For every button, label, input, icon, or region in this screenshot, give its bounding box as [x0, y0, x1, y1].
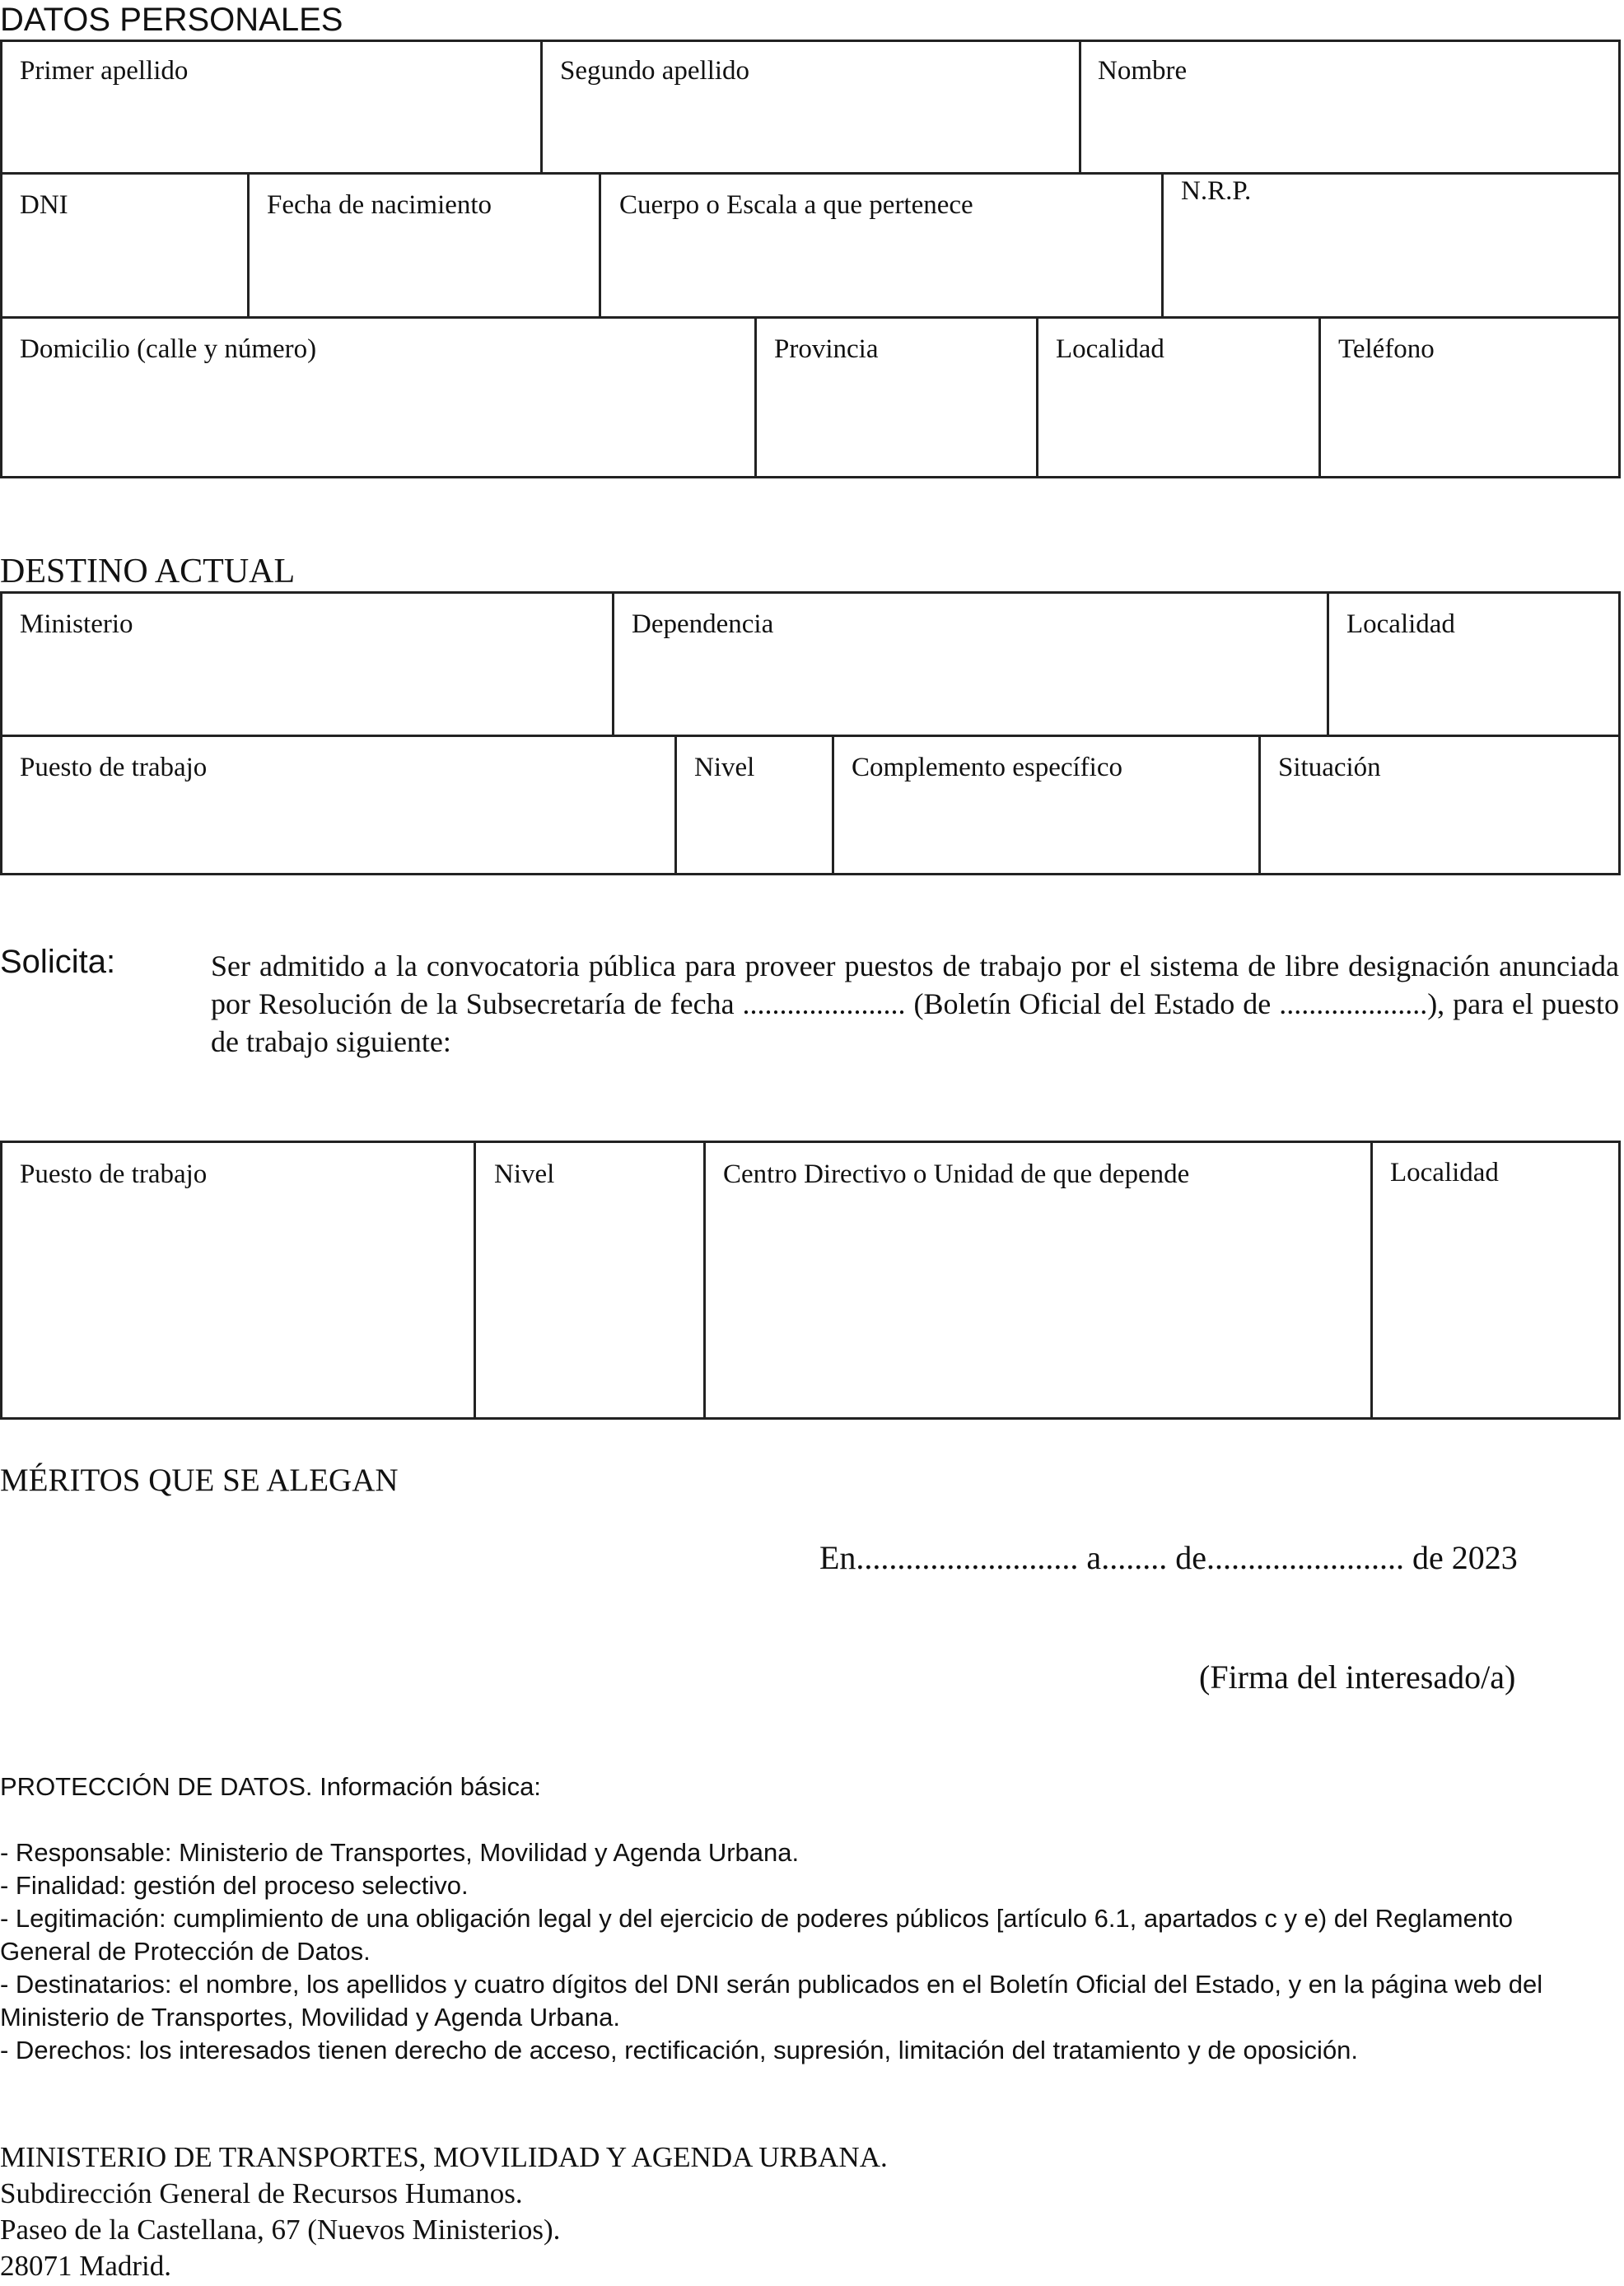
provincia-label: Provincia	[774, 334, 879, 364]
nivel-label: Nivel	[494, 1159, 555, 1189]
localidad-label: Localidad	[1346, 609, 1455, 639]
proteccion-responsable: - Responsable: Ministerio de Transportes, Movilidad y Agenda Urbana.	[0, 1838, 800, 1867]
complemento-label: Complemento específico	[852, 753, 1122, 782]
telefono-label: Teléfono	[1338, 334, 1435, 364]
proteccion-finalidad: - Finalidad: gestión del proceso selectivo.	[0, 1871, 469, 1900]
puesto-trabajo-label: Puesto de trabajo	[20, 1159, 208, 1189]
solicita-label: Solicita:	[0, 944, 116, 980]
proteccion-legitimacion: - Legitimación: cumplimiento de una obligación legal y del ejercicio de poderes públicos [artículo 6.1, apartados c y e) del Reglamento General de Protección de Datos.	[0, 1904, 1513, 1966]
localidad-label: Localidad	[1390, 1158, 1499, 1187]
datos-personales-title: DATOS PERSONALES	[0, 2, 343, 38]
fecha-linea: En........................... a........ de........................ de 2023	[819, 1539, 1518, 1576]
proteccion-derechos: - Derechos: los interesados tienen derecho de acceso, rectificación, supresión, limitación del tratamiento y de oposición.	[0, 2036, 1359, 2064]
cuerpo-escala-label: Cuerpo o Escala a que pertenece	[619, 190, 973, 220]
primer-apellido-label: Primer apellido	[20, 56, 189, 86]
ministerio-label: Ministerio	[20, 609, 133, 639]
nrp-label: N.R.P.	[1181, 176, 1252, 206]
segundo-apellido-label: Segundo apellido	[560, 56, 750, 86]
dependencia-label: Dependencia	[632, 609, 774, 639]
proteccion-title: PROTECCIÓN DE DATOS. Información básica:	[0, 1772, 541, 1801]
firma-interesado: (Firma del interesado/a)	[1199, 1659, 1516, 1696]
direccion-calle: Paseo de la Castellana, 67 (Nuevos Ministerios).	[0, 2214, 561, 2246]
nivel-label: Nivel	[694, 753, 755, 782]
nombre-label: Nombre	[1098, 56, 1188, 86]
direccion-block	[0, 2139, 888, 2284]
solicita-text: Ser admitido a la convocatoria pública para proveer puestos de trabajo por el sistema de libre designación anunciada por Resolución de la Subsecretaría de fecha ...................... (Boletín Oficial del Estado de ....................), para el puesto de trabajo siguiente:	[211, 949, 1619, 1058]
proteccion-destinatarios: - Destinatarios: el nombre, los apellidos y cuatro dígitos del DNI serán publicados en el Boletín Oficial del Estado, y en la página web del Ministerio de Transportes, Movilidad y Agenda Urbana.	[0, 1970, 1543, 2032]
puesto-trabajo-label: Puesto de trabajo	[20, 753, 208, 782]
direccion-subdireccion: Subdirección General de Recursos Humanos.	[0, 2177, 523, 2209]
localidad-label: Localidad	[1056, 334, 1164, 364]
destino-actual-title: DESTINO ACTUAL	[0, 553, 296, 590]
meritos-title: MÉRITOS QUE SE ALEGAN	[0, 1463, 399, 1498]
dni-label: DNI	[20, 190, 68, 220]
direccion-ciudad: 28071 Madrid.	[0, 2250, 172, 2282]
centro-directivo-label: Centro Directivo o Unidad de que depende	[723, 1159, 1190, 1189]
fecha-nacimiento-label: Fecha de nacimiento	[267, 190, 492, 220]
datos-personales-frame	[0, 40, 1621, 478]
proteccion-list	[0, 1836, 1565, 2067]
domicilio-label: Domicilio (calle y número)	[20, 334, 317, 364]
direccion-ministerio: MINISTERIO DE TRANSPORTES, MOVILIDAD Y AGENDA URBANA.	[0, 2141, 888, 2173]
situacion-label: Situación	[1278, 753, 1381, 782]
